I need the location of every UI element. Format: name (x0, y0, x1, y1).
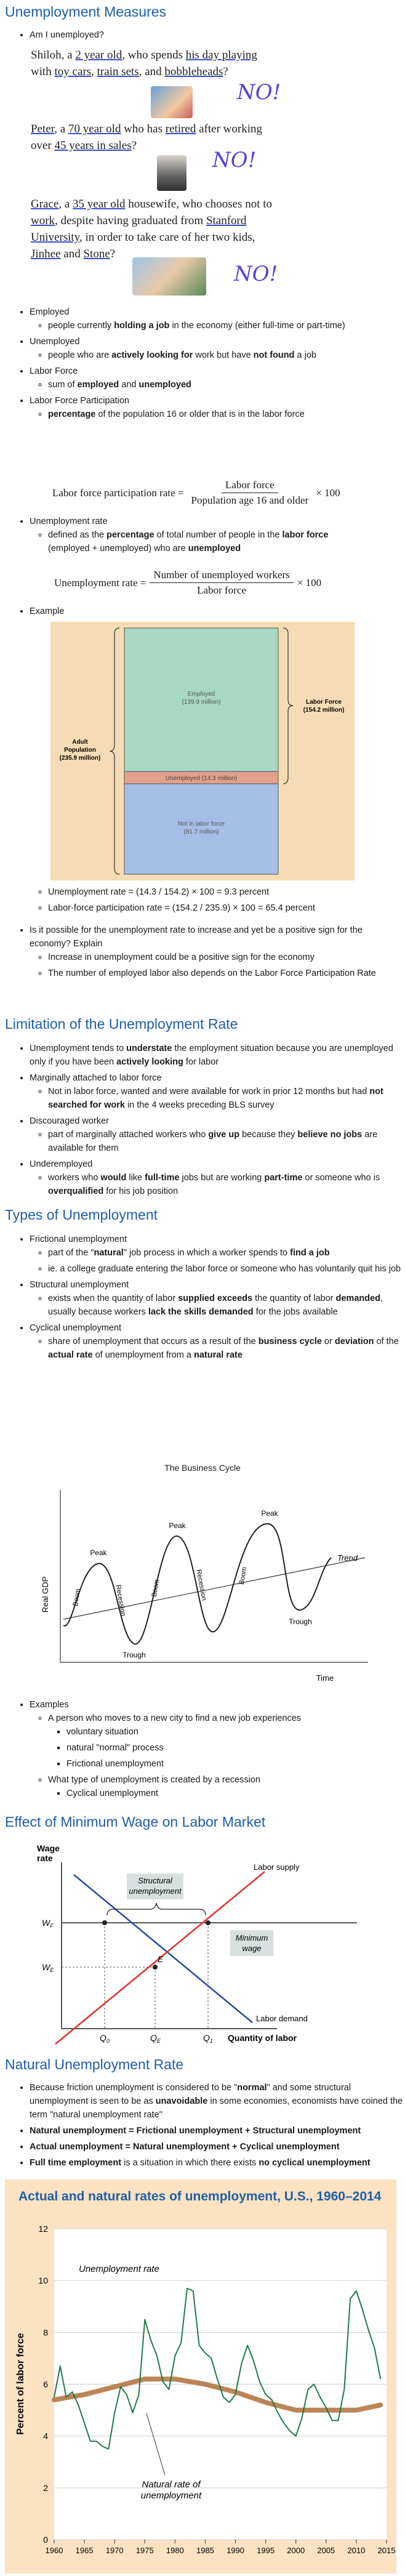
lf-label-1: Labor Force (306, 699, 342, 706)
nilf-value: (81.7 million) (183, 829, 219, 835)
x-tick-label: 2005 (317, 2546, 335, 2555)
chart-ylabel: Percent of labor force (15, 2333, 26, 2435)
no-mark-1: NO! (237, 80, 281, 105)
question-block (0, 28, 405, 44)
min-wage-chart (6, 1838, 400, 2053)
equilibrium-label: E (158, 1954, 164, 1964)
adult-label-1: Adult (72, 739, 88, 746)
x-tick-label: 1995 (257, 2546, 275, 2555)
q0-label: $Q_0$ (100, 2033, 110, 2044)
qe-label: $Q_E$ (150, 2033, 161, 2044)
types-list: • Frictional unemployment ◦ part of the "natural" job process in which a worker spends to find a job ◦ ie. a college graduate entering the labor force or someone who has voluntarily quit his job • Structural unemployment ◦ exists when the quantity of labor supplied exceeds the quantity of labor demanded, usually because workers lack the skills demanded for the jobs available • Cyclical unemployment ◦ share of unemployment that occurs as a result of the business cycle or deviation of the actual rate of unemployment from a natural rate (0, 1233, 405, 1364)
adult-label-3: (235.9 million) (59, 755, 101, 762)
mw-ylabel-2: rate (37, 1853, 53, 1863)
lfp-formula: Labor force participation rate = $\frac{\text{Labor force}}{\text{Population age 16 and older}}$ × 100 (52, 479, 340, 506)
y-tick-label: 6 (43, 2379, 48, 2389)
bc-xlabel: Time (316, 1673, 334, 1683)
employed-label: Employed (187, 691, 215, 698)
no-mark-2: NO! (212, 148, 257, 172)
x-tick-label: 1980 (166, 2546, 184, 2555)
peak-label-3: Peak (261, 1509, 278, 1518)
business-cycle-chart (30, 1478, 374, 1687)
q1-label: $Q_1$ (203, 2033, 213, 2044)
nilf-label: Not in labor force (177, 821, 225, 827)
y-tick-label: 0 (43, 2535, 48, 2545)
x-tick-label: 1975 (135, 2546, 154, 2555)
trend-label: Trend (337, 1553, 358, 1563)
section-title-limitation: Limitation of the Unemployment Rate (5, 1016, 238, 1032)
min-wage-label-1: Minimum (235, 1933, 268, 1942)
structural-label-2: unemployment (129, 1886, 182, 1896)
peter-text: Peter, a 70 year old who has retired after working over 45 years in sales? (31, 123, 262, 152)
bc-ylabel: Real GDP (41, 1576, 50, 1613)
boom-label-1: Boom (71, 1588, 82, 1607)
recession-label-2: Recession (194, 1569, 208, 1601)
labor-force-diagram (50, 622, 355, 880)
examples-list: • Examples ◦ A person who moves to a new city to find a new job experiences ▪ voluntary situation ▪ natural "normal" process ▪ Frictional unemployment ◦ What type of unemployment is created by a recession ▪ Cyclical unemployment (0, 1698, 405, 1803)
family-photo (132, 257, 206, 296)
section-title-unemployment-measures: Unemployment Measures (5, 4, 167, 20)
section-title-min-wage: Effect of Minimum Wage on Labor Market (5, 1814, 266, 1830)
nat-annotation-1: Natural rate of (142, 2479, 201, 2490)
senior-photo (157, 155, 186, 191)
demand-label: Labor demand (256, 2014, 308, 2023)
example-calculations (0, 885, 405, 917)
employed-value: (139.9 million) (182, 699, 221, 706)
unemployment-line-chart (5, 2216, 396, 2572)
ur-definition: • Unemployment rate ◦ defined as the percentage of total number of people in the labor force (employed + unemployed) who are unemployed (0, 515, 405, 558)
example-ur: ◦ Unemployment rate = (14.3 / 154.2) × 100 = 9.3 percent (48, 885, 405, 899)
example-label-block: • Example (0, 605, 405, 621)
business-cycle-title: The Business Cycle (164, 1463, 241, 1473)
recession-label-1: Recession (114, 1584, 127, 1617)
boom-label-2: Boom (150, 1579, 161, 1598)
example-lfp: ◦ Labor-force participation rate = (154.2 / 235.9) × 100 = 65.4 percent (48, 901, 405, 915)
question2-block: • Is it possible for the unemployment rate to increase and yet be a positive sign for the economy? Explain ◦ Increase in unemployment could be a positive sign for the economy ◦ The number of employed labor also depends on the Labor Force Participation Rate (0, 924, 405, 983)
unemployed-label: Unemployed (14.3 million) (165, 775, 238, 782)
nat-annotation-2: unemployment (140, 2490, 202, 2501)
chart-title: Actual and natural rates of unemployment, U.S., 1960–2014 (18, 2189, 382, 2204)
cycle-curve (63, 1524, 331, 1644)
x-tick-label: 1965 (75, 2546, 94, 2555)
wf-label: $W_F$ (42, 1918, 54, 1929)
trough-label-2: Trough (289, 1617, 312, 1626)
x-tick-label: 1970 (105, 2546, 124, 2555)
mw-xlabel: Quantity of labor (228, 2033, 297, 2043)
x-tick-label: 2015 (377, 2546, 396, 2555)
natural-list: • Because friction unemployment is considered to be "normal" and some structural unemployment is seen to be as unavoidable in some economies, economists have coined the term "natural unemployment rate" • Natural unemployment = Frictional unemployment + Structural unemployment • Actual unemployment = Natural unemployment + Cyclical unemployment • Full time employment is a situation in which there exists no cyclical unemployment (0, 2081, 405, 2172)
grace-text: Grace, a 35 year old housewife, who chooses not to work, despite having graduated from Stanford University, in order to take care of her two kids, Jinhee and Stone? (31, 198, 273, 260)
y-tick-label: 2 (43, 2482, 48, 2493)
limitation-list: • Unemployment tends to understate the employment situation because you are unemployed only if you have been actively looking for labor • Marginally attached to labor force ◦ Not in labor force, wanted and were available for work in prior 12 months but had not searched for work in the 4 weeks preceding BLS survey • Discouraged worker ◦ part of marginally attached workers who give up because they believe no jobs are available for them • Underemployed ◦ workers who would like full-time jobs but are working part-time or someone who is overqualified for his job position (0, 1042, 405, 1201)
supply-label: Labor supply (254, 1862, 300, 1872)
min-wage-label-2: wage (242, 1944, 262, 1953)
child-photo (151, 86, 193, 118)
structural-label-1: Structural (138, 1876, 172, 1885)
peak-label-1: Peak (90, 1548, 107, 1557)
x-tick-label: 2000 (287, 2546, 305, 2555)
no-mark-3: NO! (234, 262, 278, 286)
peak-label-2: Peak (169, 1521, 186, 1530)
x-tick-label: 1960 (45, 2546, 63, 2555)
y-tick-label: 12 (38, 2224, 48, 2234)
shiloh-text: Shiloh, a 2 year old, who spends his day playing with toy cars, train sets, and bobbleheads? (31, 49, 257, 78)
trough-label-1: Trough (122, 1651, 146, 1659)
mw-ylabel-1: Wage (37, 1843, 60, 1853)
adult-label-2: Population (64, 747, 96, 754)
we-label: $W_E$ (42, 1962, 54, 1973)
unemployment-chart-panel (5, 2180, 396, 2574)
boom-label-3: Boom (238, 1566, 249, 1585)
ur-formula: Unemployment rate = $\frac{\text{Number of unemployed workers}}{\text{Labor force}}$ × 100 (54, 569, 322, 596)
x-tick-label: 1985 (196, 2546, 214, 2555)
y-tick-label: 4 (43, 2431, 48, 2441)
y-tick-label: 8 (43, 2327, 48, 2338)
question-text: • Am I unemployed? (30, 28, 405, 42)
x-tick-label: 2010 (347, 2546, 366, 2555)
y-tick-label: 10 (38, 2276, 48, 2286)
lf-label-2: (154.2 million) (303, 707, 345, 714)
section-title-types: Types of Unemployment (5, 1207, 158, 1223)
x-tick-label: 1990 (227, 2546, 245, 2555)
trend-line (63, 1558, 365, 1619)
ur-annotation: Unemployment rate (79, 2264, 159, 2274)
definitions-list: • Employed ◦ people currently holding a job in the economy (either full-time or part-time) • Unemployed ◦ people who are actively looking for work but have not found a job • Labor Force ◦ sum of employed and unemployed • Labor Force Participation ◦ percentage of the population 16 or older that is in the labor force (0, 305, 405, 424)
section-title-natural: Natural Unemployment Rate (5, 2056, 184, 2072)
